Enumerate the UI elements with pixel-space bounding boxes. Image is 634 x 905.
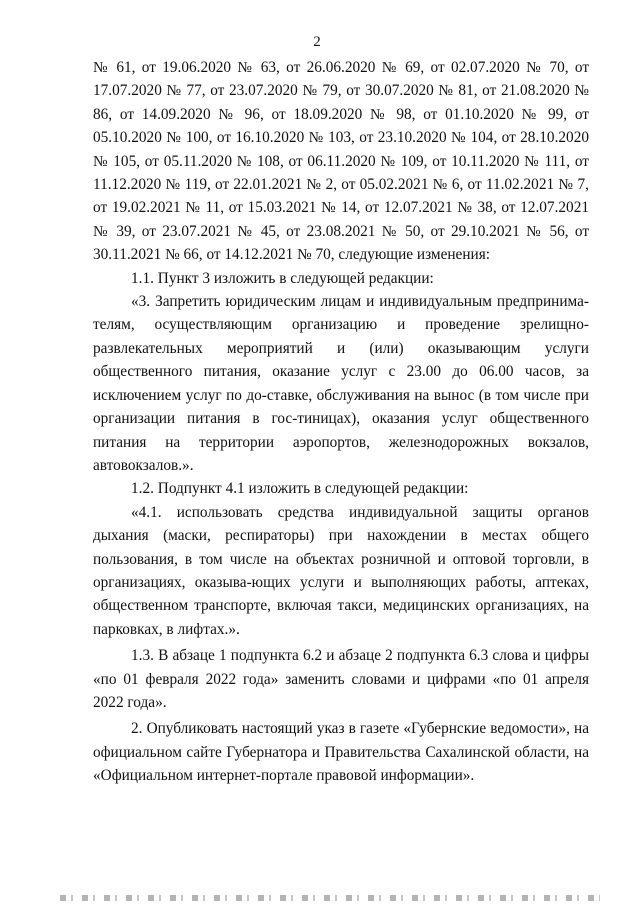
page-number: 2	[313, 34, 321, 50]
scan-footer-artifact	[60, 895, 600, 901]
paragraph-amendments-list: № 61, от 19.06.2020 № 63, от 26.06.2020 № 69, от 02.07.2020 № 70, от 17.07.2020 № 77, от 23.07.2020 № 79, от 30.07.2020 № 81, от 21.08.2020 № 86, от 14.09.2020 № 96, от 18.09.2020 № 98, от 01.10.2020 № 99, от 05.10.2020 № 100, от 16.10.2020 № 103, от 23.10.2020 № 104, от 28.10.2020 № 105, от 05.11.2020 № 108, от 06.11.2020 № 109, от 10.11.2020 № 111, от 11.12.2020 № 119, от 22.01.2021 № 2, от 05.02.2021 № 6, от 11.02.2021 № 7, от 19.02.2021 № 11, от 15.03.2021 № 14, от 12.07.2021 № 38, от 12.07.2021 № 39, от 23.07.2021 № 45, от 23.08.2021 № 50, от 29.10.2021 № 56, от 30.11.2021 № 66, от 14.12.2021 № 70, следующие изменения:	[93, 59, 589, 264]
paragraph-quote-subpoint-4-1: «4.1. использовать средства индивидуальной защиты органов дыхания (маски, респираторы) при нахождении в местах общего пользования, в том числе на объектах розничной и оптовой торговли, в организациях, оказыва-ющих услуги и выполняющих работы, аптеках, общественном транспорте, включая такси, медицинских организациях, на парковках, в лифтах.».	[93, 503, 589, 638]
paragraph-item-1-1: 1.1. Пункт 3 изложить в следующей редакции:	[131, 269, 434, 287]
paragraph-item-2-publish: 2. Опубликовать настоящий указ в газете «Губернские ведомости», на официальном сайте Губернатора и Правительства Сахалинской области, на «Официальном интернет-портале правовой информации».	[93, 720, 589, 785]
paragraph-quote-point-3: «3. Запретить юридическим лицам и индивидуальным предпринима-телям, осуществляющим организацию и проведение зрелищно-развлекательных мероприятий и (или) оказывающим услуги общественного питания, оказание услуг с 23.00 до 06.00 часов, за исключением услуг по до-ставке, обслуживания на вынос (в том числе при организации питания в гос-тиницах), оказания услуг общественного питания на территории аэропортов, железнодорожных вокзалов, автовокзалов.».	[93, 293, 589, 474]
paragraph-item-1-3: 1.3. В абзаце 1 подпункта 6.2 и абзаце 2 подпункта 6.3 слова и цифры «по 01 февраля 2022 года» заменить словами и цифрами «по 01 апреля 2022 года».	[93, 647, 589, 711]
document-body	[93, 56, 589, 788]
paragraph-item-1-2: 1.2. Подпункт 4.1 изложить в следующей редакции:	[131, 480, 469, 498]
